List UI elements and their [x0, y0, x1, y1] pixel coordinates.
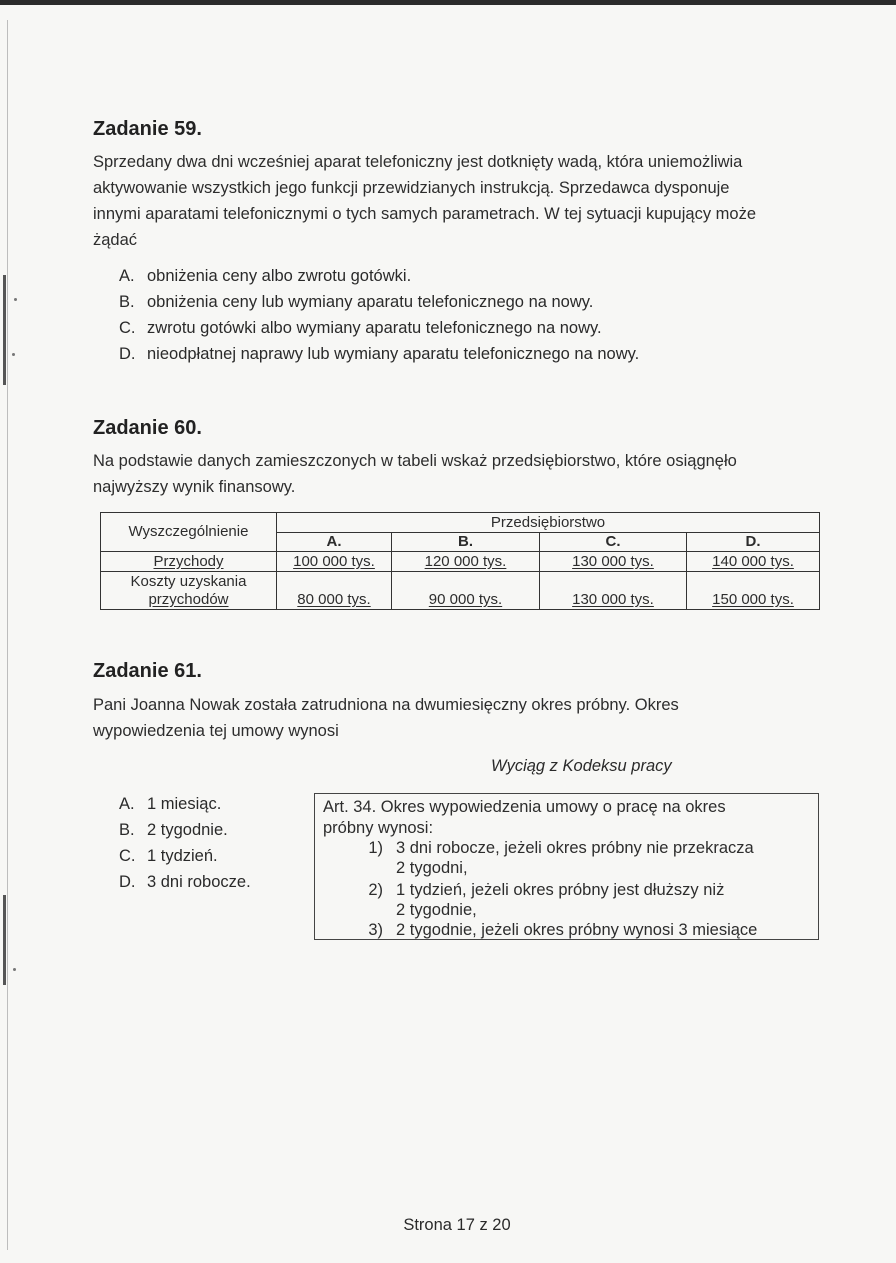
- table-cell: 140 000 tys.: [687, 552, 820, 572]
- question-line: innymi aparatami telefonicznymi o tych samych parametrach. W tej sytuacji kupujący może: [93, 205, 757, 223]
- excerpt-intro-line: Art. 34. Okres wypowiedzenia umowy o pracę na okres: [323, 798, 726, 816]
- answer-text: 2 tygodnie.: [147, 821, 228, 839]
- excerpt-item-number: 1): [368, 839, 383, 857]
- excerpt-item-text: 1 tydzień, jeżeli okres próbny jest dłuższy niż: [396, 881, 725, 899]
- task-60-title: Zadanie 60.: [93, 417, 202, 439]
- task-61-question: [93, 692, 825, 744]
- scan-left-edge: [7, 20, 8, 1250]
- scan-top-edge: [0, 0, 896, 5]
- question-line: aktywowanie wszystkich jego funkcji przewidzianych instrukcją. Sprzedawca dysponuje: [93, 179, 730, 197]
- answer-option-a[interactable]: [119, 263, 639, 289]
- excerpt-item-number: 3): [368, 921, 383, 939]
- finance-table: [100, 512, 820, 610]
- answer-letter: B.: [119, 821, 135, 839]
- answer-letter: A.: [119, 795, 135, 813]
- table-cell: 130 000 tys.: [540, 552, 687, 572]
- answer-option-c[interactable]: [119, 315, 639, 341]
- answer-text: nieodpłatnej naprawy lub wymiany aparatu telefonicznego na nowy.: [147, 345, 640, 363]
- table-cell: 80 000 tys.: [277, 572, 392, 610]
- answer-option-b[interactable]: [119, 817, 251, 843]
- answer-letter: C.: [119, 319, 136, 337]
- answer-text: 1 tydzień.: [147, 847, 218, 865]
- excerpt-item-text: 2 tygodnie,: [396, 901, 477, 919]
- question-line: Sprzedany dwa dni wcześniej aparat telefoniczny jest dotknięty wadą, która uniemożliwia: [93, 153, 743, 171]
- table-column-header: D.: [687, 533, 820, 552]
- table-cell: 100 000 tys.: [277, 552, 392, 572]
- answer-letter: B.: [119, 293, 135, 311]
- table-header-group: Przedsiębiorstwo: [277, 513, 820, 533]
- scan-dot: [14, 298, 17, 301]
- answer-text: 3 dni robocze.: [147, 873, 251, 891]
- row-label: Przychody: [101, 552, 277, 572]
- answer-option-b[interactable]: [119, 289, 639, 315]
- row-label: Koszty uzyskania przychodów: [101, 572, 277, 610]
- excerpt-item-number: 2): [368, 881, 383, 899]
- answer-option-c[interactable]: [119, 843, 251, 869]
- table-cell: 120 000 tys.: [392, 552, 540, 572]
- excerpt-item-text: 3 dni robocze, jeżeli okres próbny nie przekracza: [396, 839, 754, 857]
- answer-text: obniżenia ceny lub wymiany aparatu telefonicznego na nowy.: [147, 293, 594, 311]
- answer-text: 1 miesiąc.: [147, 795, 222, 813]
- table-cell: 130 000 tys.: [540, 572, 687, 610]
- table-cell: 90 000 tys.: [392, 572, 540, 610]
- excerpt-caption: Wyciąg z Kodeksu pracy: [491, 757, 672, 775]
- task-61-answers: [119, 791, 251, 895]
- answer-option-a[interactable]: [119, 791, 251, 817]
- page-footer: Strona 17 z 20: [403, 1216, 511, 1234]
- question-line: Na podstawie danych zamieszczonych w tabeli wskaż przedsiębiorstwo, które osiągnęło: [93, 452, 737, 470]
- answer-letter: D.: [119, 873, 136, 891]
- scan-dot: [13, 968, 16, 971]
- scan-dot: [12, 353, 15, 356]
- task-60-question: [93, 448, 825, 500]
- answer-text: zwrotu gotówki albo wymiany aparatu telefonicznego na nowy.: [147, 319, 602, 337]
- table-row: [101, 552, 820, 572]
- table-header-first: Wyszczególnienie: [101, 513, 277, 552]
- labor-code-excerpt: [314, 793, 819, 940]
- table-column-header: A.: [277, 533, 392, 552]
- question-line: Pani Joanna Nowak została zatrudniona na dwumiesięczny okres próbny. Okres: [93, 696, 679, 714]
- table-row: [101, 572, 820, 610]
- answer-letter: A.: [119, 267, 135, 285]
- table-cell: 150 000 tys.: [687, 572, 820, 610]
- answer-letter: D.: [119, 345, 136, 363]
- answer-option-d[interactable]: [119, 869, 251, 895]
- excerpt-intro-line: próbny wynosi:: [323, 819, 434, 837]
- answer-option-d[interactable]: [119, 341, 639, 367]
- answer-letter: C.: [119, 847, 136, 865]
- table-column-header: B.: [392, 533, 540, 552]
- excerpt-item-text: 2 tygodni,: [396, 859, 468, 877]
- task-59-question: [93, 149, 825, 253]
- task-59-title: Zadanie 59.: [93, 118, 202, 140]
- question-line: żądać: [93, 231, 138, 249]
- scan-left-mark: [3, 275, 6, 385]
- table-column-header: C.: [540, 533, 687, 552]
- task-61-title: Zadanie 61.: [93, 660, 202, 682]
- answer-text: obniżenia ceny albo zwrotu gotówki.: [147, 267, 412, 285]
- question-line: najwyższy wynik finansowy.: [93, 478, 296, 496]
- question-line: wypowiedzenia tej umowy wynosi: [93, 722, 339, 740]
- task-59-answers: [119, 263, 639, 367]
- excerpt-item-text: 2 tygodnie, jeżeli okres próbny wynosi 3 miesiące: [396, 921, 758, 939]
- scan-left-mark: [3, 895, 6, 985]
